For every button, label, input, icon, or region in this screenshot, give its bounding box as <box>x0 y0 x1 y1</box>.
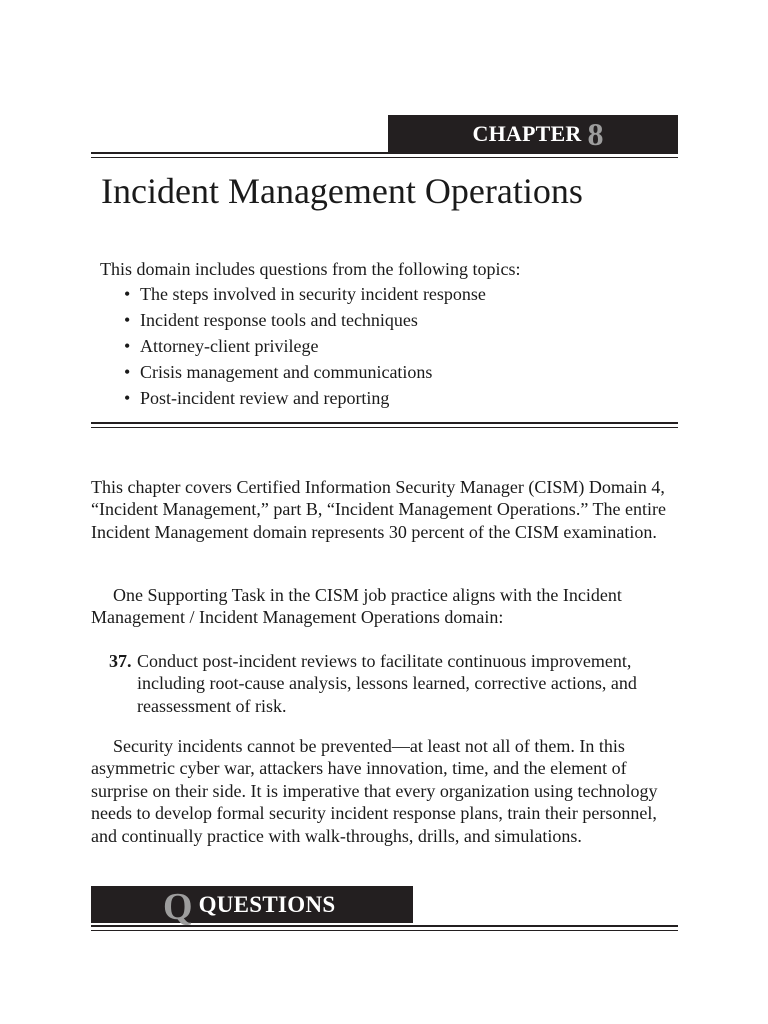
topics-list <box>124 283 486 413</box>
bullet-icon: • <box>124 336 131 356</box>
questions-banner <box>91 885 413 928</box>
header-rule <box>91 152 678 158</box>
topic-item: • Post-incident review and reporting <box>124 388 390 408</box>
questions-label: QUESTIONS <box>198 891 336 917</box>
body-paragraph-1: This chapter covers Certified Information Security Manager (CISM) Domain 4, “Incident Management,” part B, “Incident Management Operations.” The entire Incident Management domain represents 30 percent of the CISM examination. <box>91 477 666 542</box>
chapter-label: CHAPTER <box>472 120 582 146</box>
supporting-task <box>109 650 669 717</box>
body-paragraph-3: Security incidents cannot be prevented—at least not all of them. In this asymmetric cyber war, attackers have innovation, time, and the element of surprise on their side. It is imperative that every organization using technology needs to develop formal security incident response plans, train their personnel, and continually practice with walk-throughs, drills, and simulations. <box>91 736 658 846</box>
bullet-icon: • <box>124 284 131 304</box>
body-paragraph-2: One Supporting Task in the CISM job practice aligns with the Incident Management / Incident Management Operations domain: <box>91 585 622 628</box>
topics-rule <box>91 422 678 428</box>
topic-item: • The steps involved in security incident response <box>124 284 486 304</box>
task-number: 37. <box>109 651 132 671</box>
topic-item: • Attorney-client privilege <box>124 336 319 356</box>
questions-rule <box>91 925 678 931</box>
chapter-number: 8 <box>587 115 604 152</box>
chapter-banner <box>388 115 678 152</box>
bullet-icon: • <box>124 310 131 330</box>
task-text: Conduct post-incident reviews to facilitate continuous improvement, including root-cause analysis, lessons learned, corrective actions, and reassessment of risk. <box>137 651 637 716</box>
bullet-icon: • <box>124 362 131 382</box>
topics-intro: This domain includes questions from the following topics: <box>100 259 521 279</box>
chapter-title: Incident Management Operations <box>101 171 583 211</box>
bullet-icon: • <box>124 388 131 408</box>
questions-icon: Q <box>163 885 193 928</box>
topic-item: • Incident response tools and techniques <box>124 310 418 330</box>
topic-item: • Crisis management and communications <box>124 362 433 382</box>
